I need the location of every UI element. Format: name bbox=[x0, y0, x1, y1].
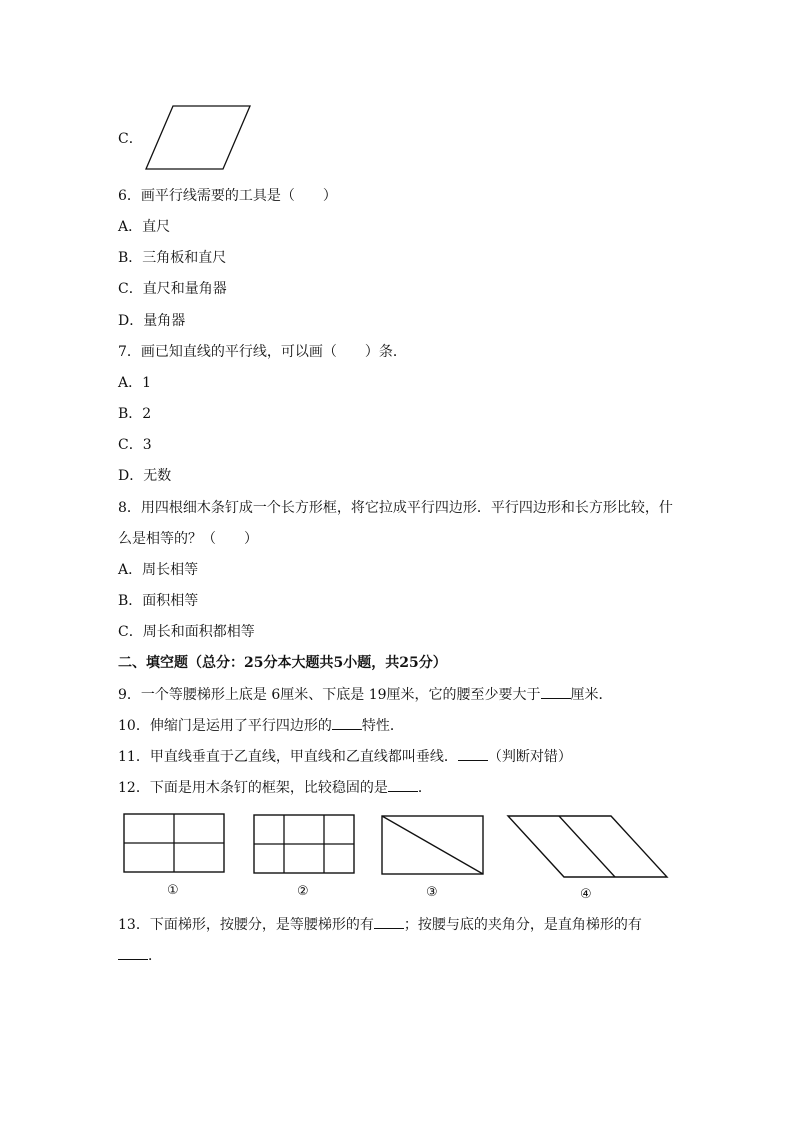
q10-text-before: 10．伸缩门是运用了平行四边形的 bbox=[118, 718, 332, 734]
q12-frame-4-label: ④ bbox=[580, 887, 592, 902]
q12-frame-3-label: ③ bbox=[426, 885, 438, 900]
q12-frame-1-label: ① bbox=[167, 883, 179, 898]
q11-text-after: （判断对错） bbox=[487, 749, 572, 765]
q5-parallelogram-figure bbox=[145, 105, 253, 171]
q9-question bbox=[118, 686, 613, 704]
q13-text-middle: ；按腰与底的夹角分，是直角梯形的有 bbox=[403, 917, 642, 933]
q10-answer-blank[interactable] bbox=[332, 717, 362, 730]
q7-option-d[interactable]: D．无数 bbox=[118, 468, 172, 484]
q10-text-after: 特性． bbox=[361, 718, 404, 734]
q6-option-c[interactable]: C．直尺和量角器 bbox=[118, 281, 227, 297]
q6-option-a[interactable]: A．直尺 bbox=[118, 219, 171, 235]
q12-answer-blank[interactable] bbox=[388, 779, 418, 792]
q13-question-line2 bbox=[118, 947, 162, 965]
q6-question: 6．画平行线需要的工具是（ ） bbox=[118, 188, 337, 204]
q9-text-before: 9．一个等腰梯形上底是 6厘米、下底是 19厘米，它的腰至少要大于 bbox=[118, 687, 541, 703]
q7-question: 7．画已知直线的平行线，可以画（ ）条． bbox=[118, 344, 407, 360]
q12-frame-3-figure bbox=[381, 815, 485, 877]
q8-option-c[interactable]: C．周长和面积都相等 bbox=[118, 624, 255, 640]
q12-frame-1-figure bbox=[123, 813, 225, 875]
q7-option-b[interactable]: B．2 bbox=[118, 406, 152, 422]
q11-text-before: 11．甲直线垂直于乙直线，甲直线和乙直线都叫垂线． bbox=[118, 749, 458, 765]
q13-answer-blank-2[interactable] bbox=[118, 947, 148, 960]
q13-text-after: ． bbox=[148, 948, 162, 964]
q12-frame-2-label: ② bbox=[297, 884, 309, 899]
q13-question-line1 bbox=[118, 916, 642, 934]
q6-option-d[interactable]: D．量角器 bbox=[118, 313, 186, 329]
q6-option-b[interactable]: B．三角板和直尺 bbox=[118, 250, 227, 266]
q12-question bbox=[118, 779, 432, 797]
q8-question-line2: 么是相等的？（ ） bbox=[118, 531, 258, 547]
q12-text-after: ． bbox=[417, 780, 432, 796]
q8-question-line1: 8．用四根细木条钉成一个长方形框，将它拉成平行四边形．平行四边形和长方形比较，什 bbox=[118, 500, 673, 516]
q13-text-before: 13．下面梯形，按腰分，是等腰梯形的有 bbox=[118, 917, 374, 933]
q8-option-a[interactable]: A．周长相等 bbox=[118, 562, 199, 578]
q12-frame-4-figure bbox=[507, 815, 669, 881]
q12-frame-2-figure bbox=[253, 814, 355, 876]
q10-question bbox=[118, 717, 404, 735]
q7-option-c[interactable]: C．3 bbox=[118, 437, 152, 453]
q11-question bbox=[118, 748, 572, 766]
q9-answer-blank[interactable] bbox=[541, 686, 571, 699]
section2-title: 二、填空题（总分：25分本大题共5小题，共25分） bbox=[118, 655, 447, 671]
q5-option-c-label: C． bbox=[118, 131, 143, 147]
q8-option-b[interactable]: B．面积相等 bbox=[118, 593, 199, 609]
q12-text-before: 12．下面是用木条钉的框架，比较稳固的是 bbox=[118, 780, 388, 796]
q13-answer-blank-1[interactable] bbox=[374, 916, 404, 929]
q9-text-after: 厘米． bbox=[570, 687, 613, 703]
q7-option-a[interactable]: A．1 bbox=[118, 375, 152, 391]
q11-answer-blank[interactable] bbox=[458, 748, 488, 761]
